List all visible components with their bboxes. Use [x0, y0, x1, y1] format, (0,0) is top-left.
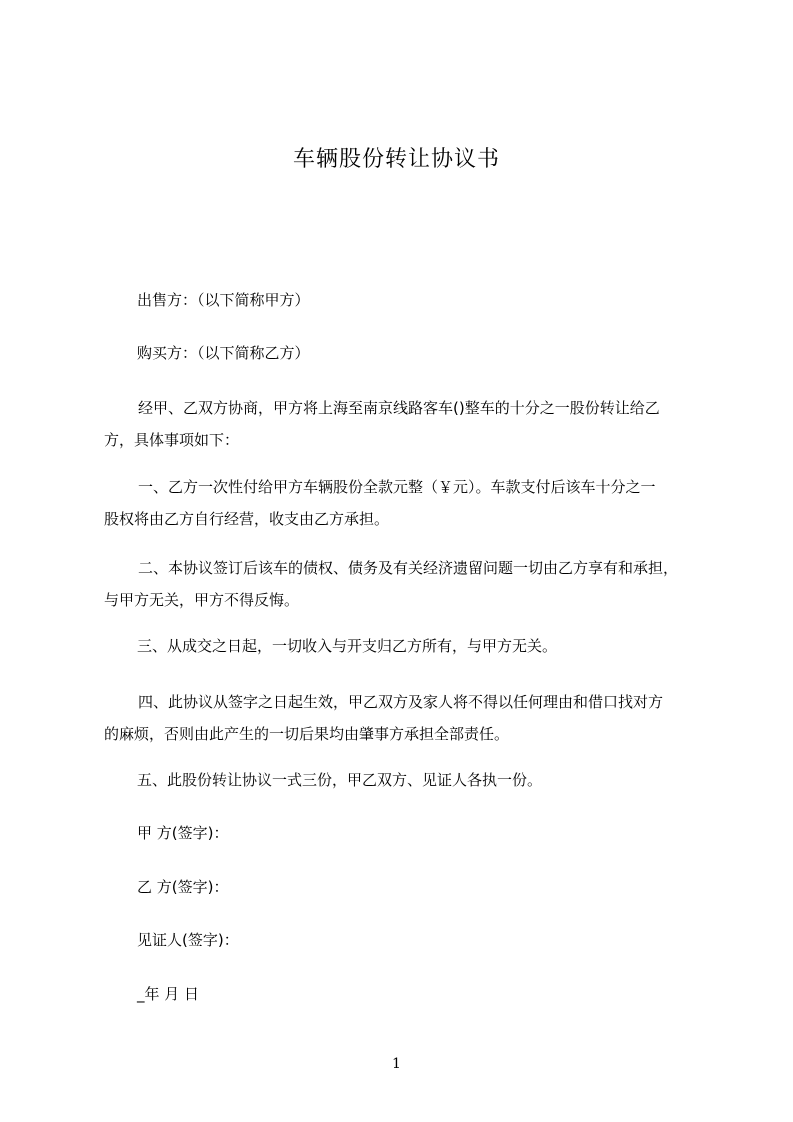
clause-2 [104, 552, 702, 616]
signature-party-a: 甲 方(签字)： [137, 824, 229, 842]
document-title: 车辆股份转让协议书 [292, 147, 500, 172]
clause-5: 五、此股份转让协议一式三份，甲乙双方、见证人各执一份。 [137, 771, 543, 789]
clause-2-line-2: 与甲方无关，甲方不得反悔。 [104, 591, 300, 609]
clause-2-line-1: 二、本协议签订后该车的债权、债务及有关经济遗留问题一切由乙方享有和承担， [138, 559, 679, 577]
clause-1 [104, 471, 702, 535]
clause-4-line-2: 的麻烦，否则由此产生的一切后果均由肇事方承担全部责任。 [104, 725, 510, 743]
clause-1-line-2: 股权将由乙方自行经营，收支由乙方承担。 [104, 510, 390, 528]
date-line: _年 月 日 [137, 985, 200, 1003]
clause-4 [104, 686, 702, 750]
page-number: 1 [392, 1056, 401, 1072]
intro-paragraph [104, 392, 702, 456]
clause-4-line-1: 四、此协议从签字之日起生效，甲乙双方及家人将不得以任何理由和借口找对方 [138, 693, 664, 711]
intro-line-1: 经甲、乙双方协商，甲方将上海至南京线路客车()整车的十分之一股份转让给乙 [138, 399, 660, 417]
clause-3: 三、从成交之日起，一切收入与开支归乙方所有，与甲方无关。 [137, 637, 558, 655]
signature-party-b: 乙 方(签字)： [137, 878, 229, 896]
signature-witness: 见证人(签字)： [137, 931, 239, 949]
seller-line: 出售方：（以下简称甲方） [137, 291, 310, 309]
buyer-line: 购买方：（以下简称乙方） [137, 344, 310, 362]
clause-1-line-1: 一、乙方一次性付给甲方车辆股份全款元整（￥元）。车款支付后该车十分之一 [138, 478, 656, 496]
intro-line-2: 方，具体事项如下： [104, 431, 240, 449]
